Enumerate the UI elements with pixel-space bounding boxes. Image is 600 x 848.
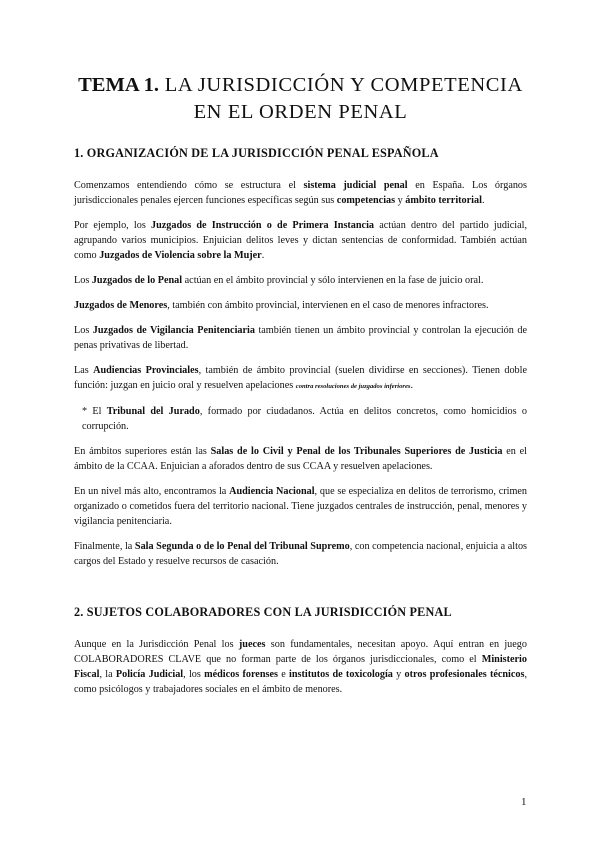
title-line2: EN EL ORDEN PENAL <box>193 101 408 123</box>
section2-paragraph-1: Aunque en la Jurisdicción Penal los jueces son fundamentales, necesitan apoyo. Aquí entran en juego COLABORADORES CLAVE que no forman parte de los órganos jurisdiccionales, como el Ministerio Fiscal, la Policía Judicial, los médicos forenses e institutos de toxicología y otros profesionales técnicos, como psicólogos y trabajadores sociales en el ámbito de menores. <box>74 639 528 695</box>
page-title <box>74 72 527 126</box>
document-page <box>74 72 527 707</box>
title-line1: LA JURISDICCIÓN Y COMPETENCIA <box>159 74 523 96</box>
section1-heading: 1. ORGANIZACIÓN DE LA JURISDICCIÓN PENAL ESPAÑOLA <box>74 146 439 160</box>
section2-heading: 2. SUJETOS COLABORADORES CON LA JURISDICCIÓN PENAL <box>74 605 452 619</box>
section1-paragraph-7: * El Tribunal del Jurado, formado por ciudadanos. Actúa en delitos concretos, como homicidios o corrupción. <box>82 406 527 432</box>
section1-paragraph-1: Comenzamos entendiendo cómo se estructura el sistema judicial penal en España. Los órganos jurisdiccionales penales ejercen funciones específicas según sus competencias y ámbito territorial. <box>74 180 527 206</box>
page-number: 1 <box>521 796 527 808</box>
section1-paragraph-8: En ámbitos superiores están las Salas de lo Civil y Penal de los Tribunales Superiores de Justicia en el ámbito de la CCAA. Enjuician a aforados dentro de sus CCAA y resuelven apelaciones. <box>74 446 527 472</box>
section1-paragraph-2: Por ejemplo, los Juzgados de Instrucción o de Primera Instancia actúan dentro del partido judicial, agrupando varios municipios. Enjuician delitos leves y dictan sentencias de conformidad. También actúan como Juzgados de Violencia sobre la Mujer. <box>74 220 527 261</box>
title-number: TEMA 1. <box>78 74 159 96</box>
section1-paragraph-9: En un nivel más alto, encontramos la Audiencia Nacional, que se especializa en delitos de terrorismo, crimen organizado o cometidos fuera del territorio nacional. Tiene juzgados centrales de instrucción, penal, menores y vigilancia penitenciaria. <box>74 486 527 527</box>
section1-paragraph-4: Juzgados de Menores, también con ámbito provincial, intervienen en el caso de menores infractores. <box>74 300 489 311</box>
tiny-annotation: contra resoluciones de juzgados inferiores <box>295 383 411 390</box>
section1-paragraph-3: Los Juzgados de lo Penal actúan en el ámbito provincial y sólo intervienen en la fase de juicio oral. <box>74 275 484 286</box>
section1-paragraph-5: Los Juzgados de Vigilancia Penitenciaria también tienen un ámbito provincial y controlan la ejecución de penas privativas de libertad. <box>74 325 527 351</box>
section1-paragraph-10: Finalmente, la Sala Segunda o de lo Penal del Tribunal Supremo, con competencia nacional, enjuicia a altos cargos del Estado y resuelve recursos de casación. <box>74 541 528 567</box>
section1-paragraph-6: Las Audiencias Provinciales, también de ámbito provincial (suelen dividirse en secciones). Tienen doble función: juzgan en juicio oral y resuelven apelaciones contra resoluciones de juzgados inferiores. <box>74 365 528 391</box>
